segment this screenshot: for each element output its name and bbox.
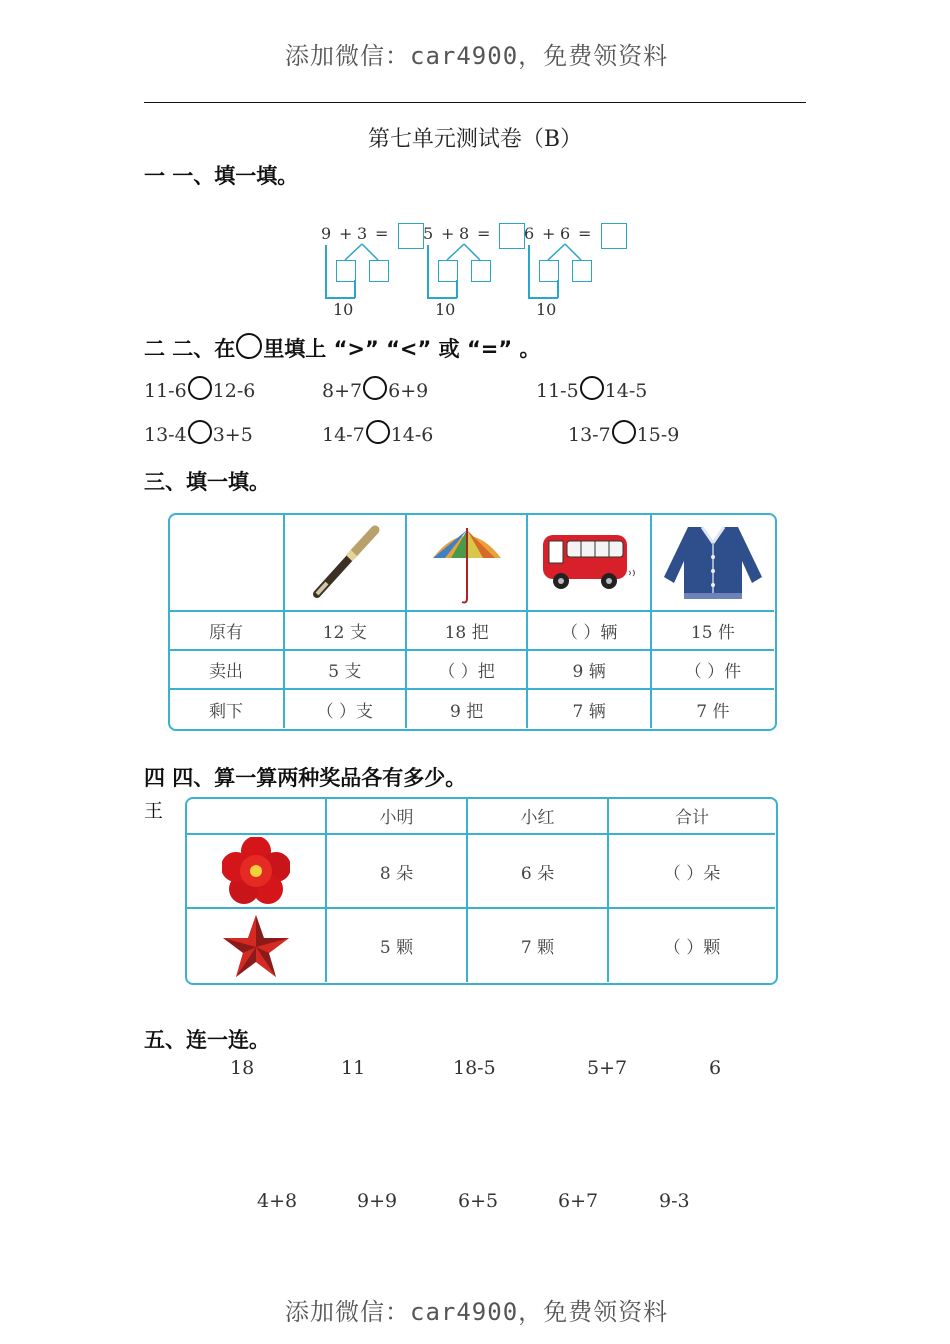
prize-table: [186, 798, 775, 982]
match-bottom-item[interactable]: 9+9: [357, 1190, 398, 1212]
table-row: [186, 798, 775, 834]
compare-item: [322, 376, 428, 402]
split-box-left[interactable]: [438, 260, 458, 282]
bus-icon: [539, 527, 639, 597]
table-row: [169, 650, 774, 689]
match-bottom-item[interactable]: 4+8: [257, 1190, 298, 1212]
empty-cell: [169, 514, 284, 611]
match-top-item[interactable]: 5+7: [587, 1057, 628, 1079]
answer-box[interactable]: [499, 223, 525, 249]
row-label: 剩下: [169, 689, 284, 728]
answer-box[interactable]: [601, 223, 627, 249]
compare-circle[interactable]: [366, 420, 390, 444]
table-row: [169, 689, 774, 728]
pen-cell: [284, 514, 406, 611]
star-cell: [186, 908, 326, 982]
table-cell: 15 件: [651, 611, 774, 650]
match-top-item[interactable]: 18-5: [453, 1057, 496, 1079]
compare-circle[interactable]: [188, 420, 212, 444]
page-title: 第七单元测试卷（B）: [367, 127, 583, 152]
equals-sign: =: [375, 224, 389, 243]
section-1-heading: 一 一、填一填。: [144, 164, 299, 188]
column-header: 小明: [326, 798, 467, 834]
table-cell[interactable]: （ ）支: [284, 689, 406, 728]
table-cell[interactable]: （ ）件: [651, 650, 774, 689]
operand-a: 6: [524, 224, 535, 243]
match-bottom-item[interactable]: 6+7: [558, 1190, 599, 1212]
section-4-heading: 四 四、算一算两种奖品各有多少。: [144, 766, 467, 790]
section-3-heading: 三、填一填。: [144, 470, 270, 494]
compare-circle[interactable]: [363, 376, 387, 400]
pen-icon: [305, 522, 385, 602]
left-expr: 8+7: [322, 380, 363, 402]
bracket-line: [427, 245, 429, 298]
table-cell: 18 把: [406, 611, 528, 650]
bracket-line: [528, 245, 530, 298]
table-cell: 7 辆: [527, 689, 650, 728]
table-cell: 5 颗: [326, 908, 467, 982]
ten-label: 10: [333, 300, 354, 319]
ten-label: 10: [435, 300, 456, 319]
bracket-line: [325, 245, 327, 298]
right-expr: 3+5: [212, 424, 253, 446]
right-expr: 12-6: [212, 380, 256, 402]
table-row: [186, 834, 775, 908]
right-expr: 15-9: [636, 424, 680, 446]
compare-circle[interactable]: [188, 376, 212, 400]
sweater-icon: [658, 521, 768, 603]
red-star-icon: [221, 913, 291, 979]
umbrella-icon: [427, 520, 507, 605]
table-cell: 9 辆: [527, 650, 650, 689]
bracket-line: [325, 297, 355, 299]
table-row: [186, 908, 775, 982]
table-cell[interactable]: （ ）把: [406, 650, 528, 689]
plus-sign: +: [441, 224, 455, 243]
right-expr: 6+9: [388, 380, 429, 402]
row-label: 原有: [169, 611, 284, 650]
table-cell[interactable]: （ ）颗: [608, 908, 775, 982]
left-expr: 11-6: [144, 380, 187, 402]
table-row: [169, 611, 774, 650]
table-cell[interactable]: （ ）辆: [527, 611, 650, 650]
column-header: 合计: [608, 798, 775, 834]
left-expr: 13-7: [568, 424, 611, 446]
plus-sign: +: [339, 224, 353, 243]
table-cell[interactable]: （ ）朵: [608, 834, 775, 908]
row-label: 卖出: [169, 650, 284, 689]
operand-b: 8: [459, 224, 470, 243]
stray-char: 王: [144, 800, 164, 822]
compare-item: [144, 376, 255, 402]
left-expr: 14-7: [322, 424, 365, 446]
umbrella-cell: [406, 514, 528, 611]
heading-text: 二 二、在: [144, 337, 236, 361]
column-header: 小红: [467, 798, 608, 834]
equals-sign: =: [477, 224, 491, 243]
ten-label: 10: [536, 300, 557, 319]
operand-a: 9: [321, 224, 332, 243]
left-expr: 13-4: [144, 424, 187, 446]
split-box-right[interactable]: [572, 260, 592, 282]
equals-sign: =: [578, 224, 592, 243]
match-bottom-item[interactable]: 6+5: [458, 1190, 499, 1212]
operand-b: 3: [357, 224, 368, 243]
operand-a: 5: [423, 224, 434, 243]
plus-sign: +: [542, 224, 556, 243]
table-row: [169, 514, 774, 611]
split-lines: [442, 243, 492, 261]
bracket-line: [456, 280, 458, 298]
match-top-item[interactable]: 11: [341, 1057, 366, 1079]
operand-b: 6: [560, 224, 571, 243]
split-lines: [543, 243, 593, 261]
empty-cell: [186, 798, 326, 834]
table-cell: 5 支: [284, 650, 406, 689]
section-5-heading: 五、连一连。: [144, 1028, 270, 1052]
split-box-left[interactable]: [539, 260, 559, 282]
red-flower-icon: [222, 837, 290, 905]
bracket-line: [354, 280, 356, 298]
table-cell: 8 朵: [326, 834, 467, 908]
flower-cell: [186, 834, 326, 908]
section-2-heading: [144, 333, 540, 363]
right-expr: 14-6: [390, 424, 434, 446]
table-cell: 7 件: [651, 689, 774, 728]
table-cell: 12 支: [284, 611, 406, 650]
bracket-line: [427, 297, 457, 299]
heading-text: 里填上 “>” “<” 或 “=” 。: [263, 337, 541, 361]
split-box-left[interactable]: [336, 260, 356, 282]
table-cell: 7 颗: [467, 908, 608, 982]
watermark-bottom: 添加微信：car4900，免费领资料: [285, 1298, 669, 1326]
header-rule: [144, 102, 806, 103]
sweater-cell: [651, 514, 774, 611]
circle-icon: [236, 333, 262, 359]
match-top-item[interactable]: 18: [230, 1057, 255, 1079]
table-cell: 6 朵: [467, 834, 608, 908]
bracket-line: [557, 280, 559, 298]
split-lines: [340, 243, 390, 261]
answer-box[interactable]: [398, 223, 424, 249]
right-expr: 14-5: [604, 380, 648, 402]
compare-item: [568, 420, 679, 446]
inventory-table: [169, 514, 774, 728]
bus-cell: [527, 514, 650, 611]
match-top-item[interactable]: 6: [709, 1057, 722, 1079]
compare-item: [536, 376, 647, 402]
watermark-top: 添加微信：car4900，免费领资料: [285, 42, 669, 70]
split-box-right[interactable]: [471, 260, 491, 282]
compare-item: [322, 420, 433, 446]
match-bottom-item[interactable]: 9-3: [659, 1190, 690, 1212]
table-cell: 9 把: [406, 689, 528, 728]
left-expr: 11-5: [536, 380, 579, 402]
compare-circle[interactable]: [580, 376, 604, 400]
split-box-right[interactable]: [369, 260, 389, 282]
bracket-line: [528, 297, 558, 299]
compare-circle[interactable]: [612, 420, 636, 444]
compare-item: [144, 420, 253, 446]
